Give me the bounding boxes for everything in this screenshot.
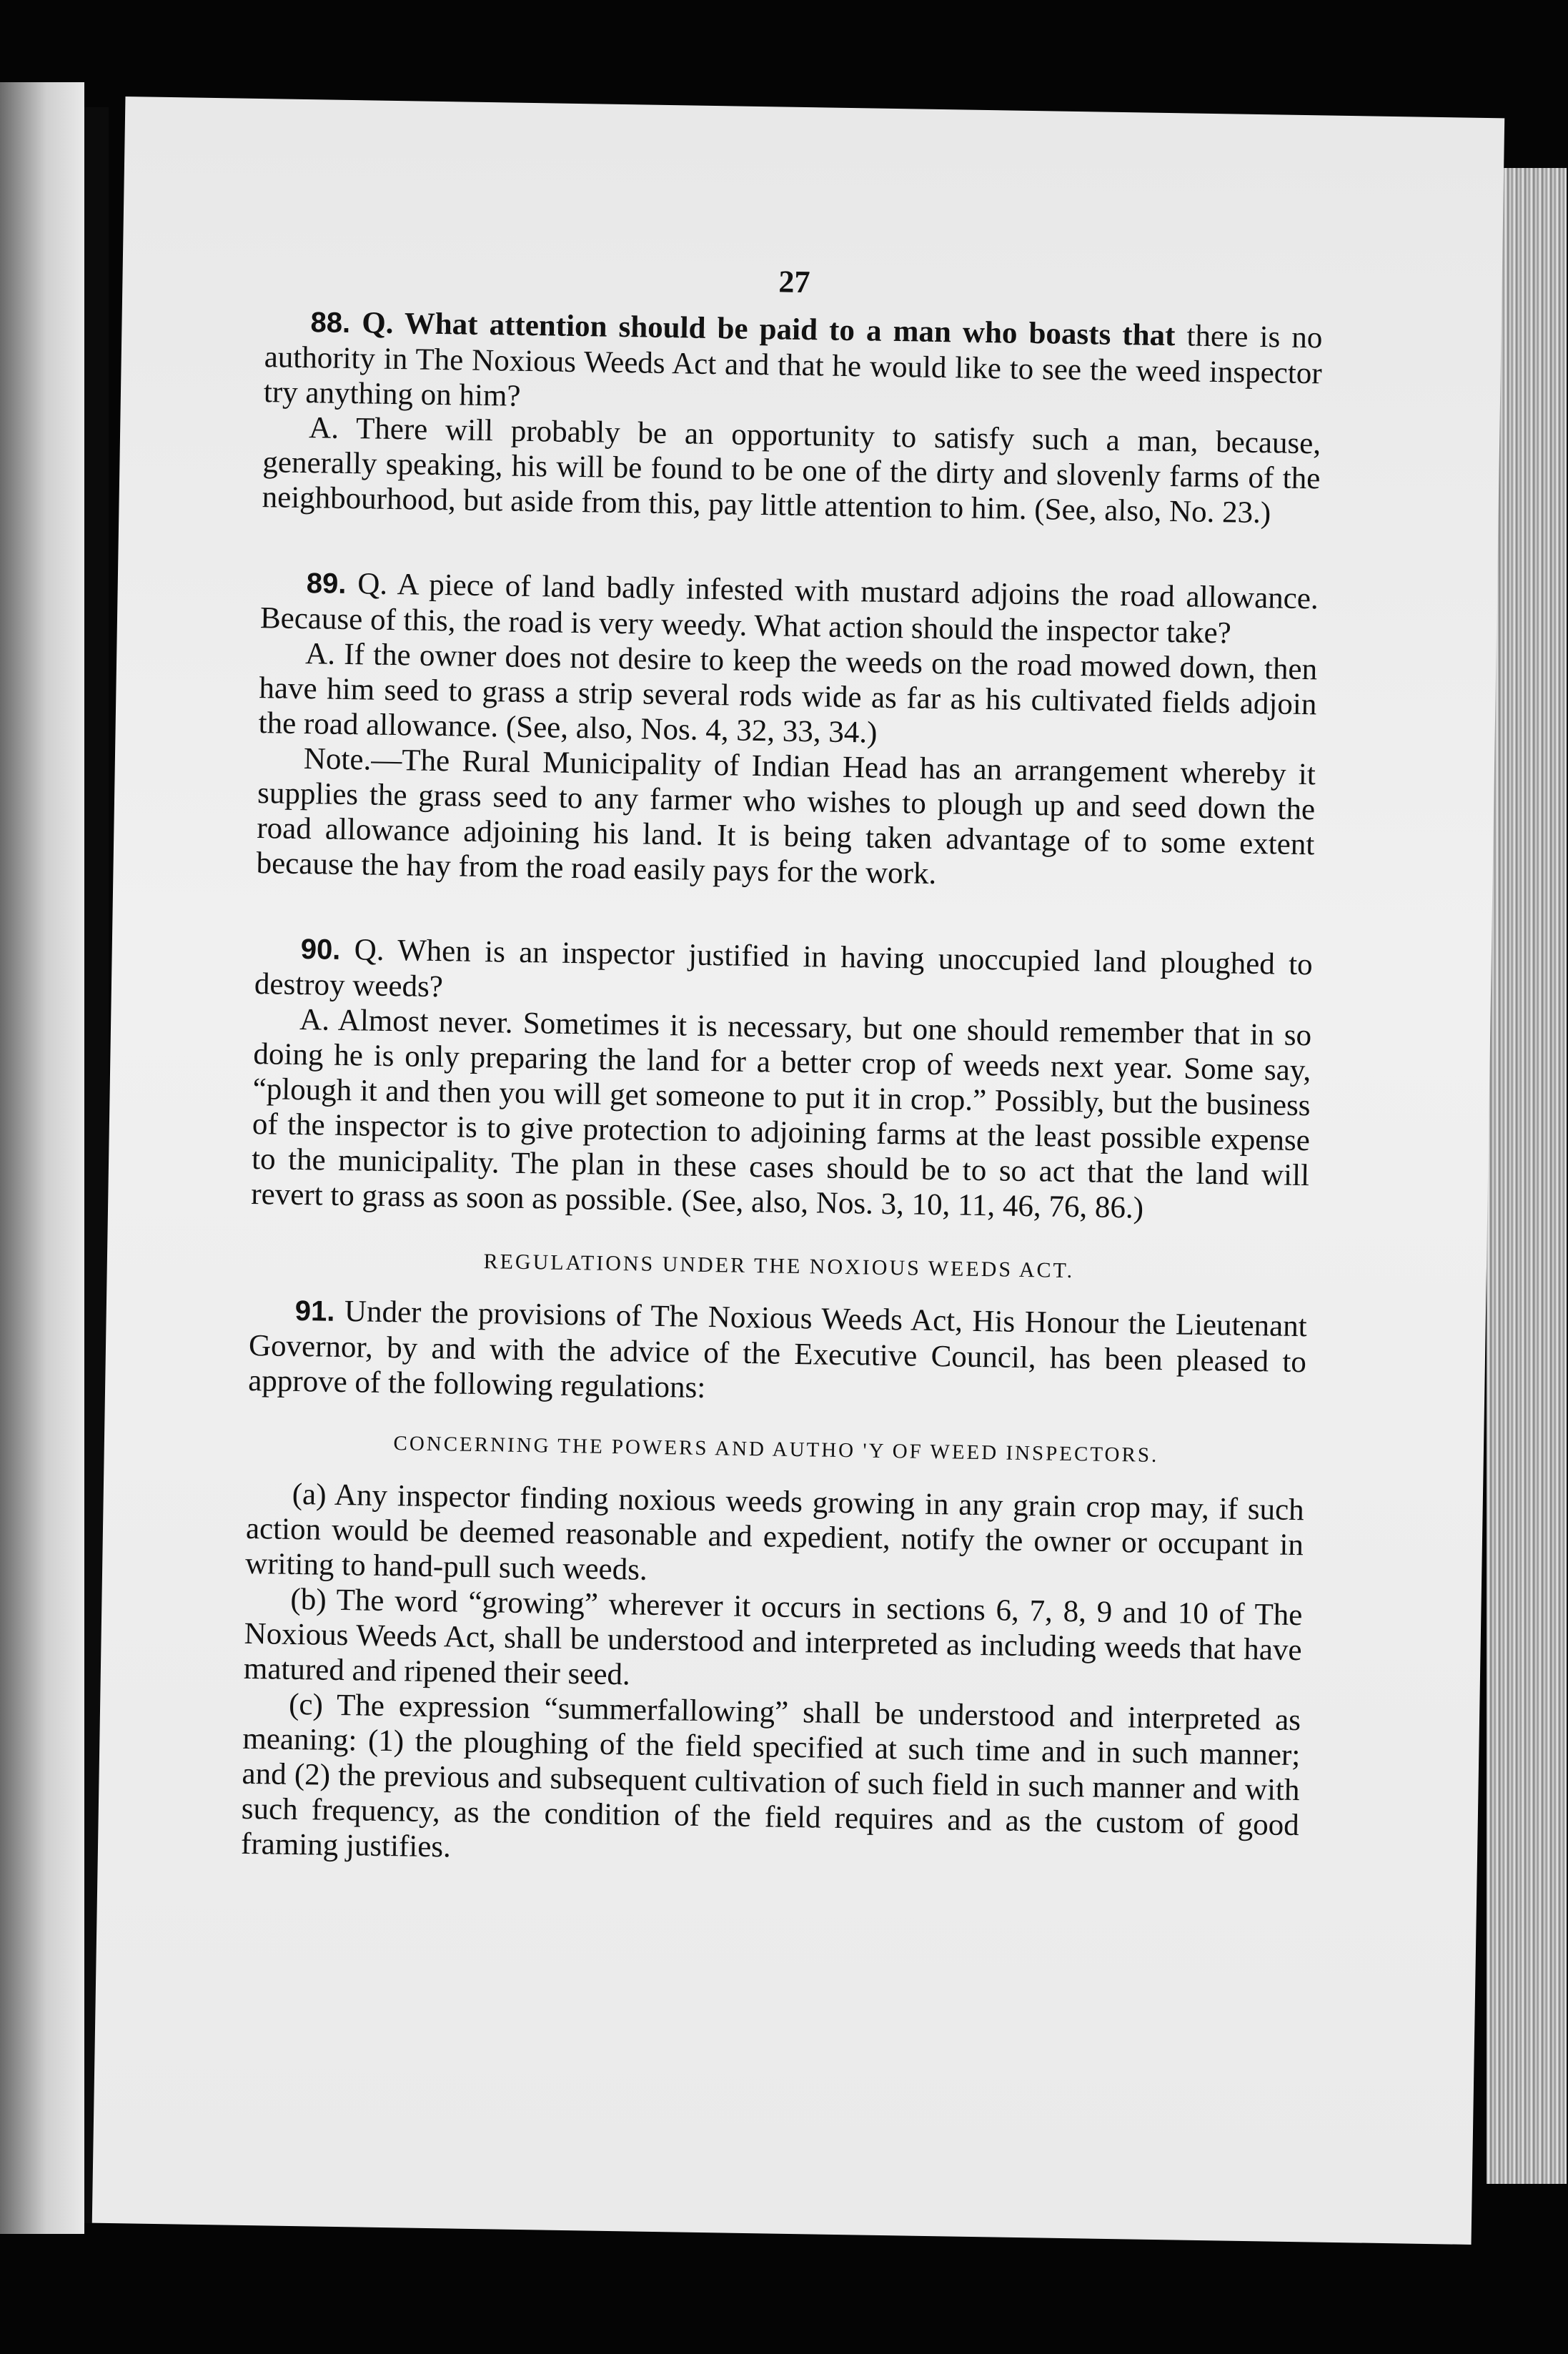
question-number: 90.	[300, 934, 341, 966]
question-text: Q. When is an inspector justified in having unoccupied land ploughed to destroy weeds?	[254, 933, 1313, 1004]
question-number: 89.	[306, 568, 347, 600]
question-number: 88.	[310, 307, 351, 340]
book-page	[92, 97, 1504, 2245]
question-text: there is no authority in The Noxious Weeds Act and that he would like to see the weed inspector try anything on him?	[263, 319, 1323, 413]
page-number: 27	[778, 264, 810, 300]
section-heading: REGULATIONS UNDER THE NOXIOUS WEEDS ACT.	[483, 1250, 1075, 1283]
item-text: Under the provisions of The Noxious Weeds Act, His Honour the Lieutenant Governor, by and with the advice of the Executive Council, has been pleased to approve of the following regulations:	[247, 1295, 1308, 1405]
regulation-c: (c) The expression “summerfallowing” shall be understood and interpreted as meaning: (1) the ploughing of the field specified at such time and in such manner; and (2) the previous and subsequent cultivation of such field in such manner and with such frequency, as the condition of the field requires and as the custom of good framing justifies.	[240, 1687, 1301, 1864]
question-text-bold: Q. What attention should be paid to a man who boasts that	[361, 306, 1176, 353]
subsection-heading: CONCERNING THE POWERS AND AUTHO 'Y OF WEED INSPECTORS.	[393, 1432, 1159, 1467]
item-number: 91.	[294, 1295, 335, 1327]
question-text: Q. A piece of land badly infested with mustard adjoins the road allowance. Because of this, the road is very weedy. What action should the inspector take?	[259, 567, 1319, 651]
question-88	[264, 304, 1323, 426]
regulation-a: (a) Any inspector finding noxious weeds growing in any grain crop may, if such action would be deemed reasonable and expedient, notify the owner or occupant in writing to hand-pull such weeds.	[244, 1477, 1304, 1587]
note-89: Note.—The Rural Municipality of Indian Head has an arrangement whereby it supplies the grass seed to any farmer who wishes to plough up and seed down the road allowance adjoining his land. It is being taken advantage of to some extent because the hay from the road easily pays for the work.	[256, 742, 1316, 891]
item-91	[248, 1292, 1307, 1415]
page-content	[241, 256, 1324, 1878]
answer-89: A. If the owner does not desire to keep the weeds on the road mowed down, then have him seed to grass a strip several rods wide as far as his cultivated fields adjoin the road allowance. (See, also, Nos. 4, 32, 33, 34.)	[258, 637, 1318, 750]
regulation-b: (b) The word “growing” wherever it occurs in sections 6, 7, 8, 9 and 10 of The Noxious Weeds Act, shall be understood and interpreted as including weeds that have matured and ripened their seed.	[243, 1582, 1303, 1692]
left-page-edge	[0, 82, 84, 2234]
answer-90: A. Almost never. Sometimes it is necessary, but one should remember that in so doing he is only preparing the land for a better crop of weeds next year. Some say, “plough it and then you will get someone to put it in crop.” Possibly, but the business of the inspector is to give protection to adjoining farms at the least possible expense to the municipality. The plan in these cases should be to so act that the land will revert to grass as soon as possible. (See, also, Nos. 3, 10, 11, 46, 76, 86.)	[251, 1003, 1312, 1225]
answer-88: A. There will probably be an opportunity to satisfy such a man, because, generally speaking, his will be found to be one of the dirty and slovenly farms of the neighbourhood, but aside from this, pay little attention to him. (See, also, No. 23.)	[262, 411, 1321, 530]
